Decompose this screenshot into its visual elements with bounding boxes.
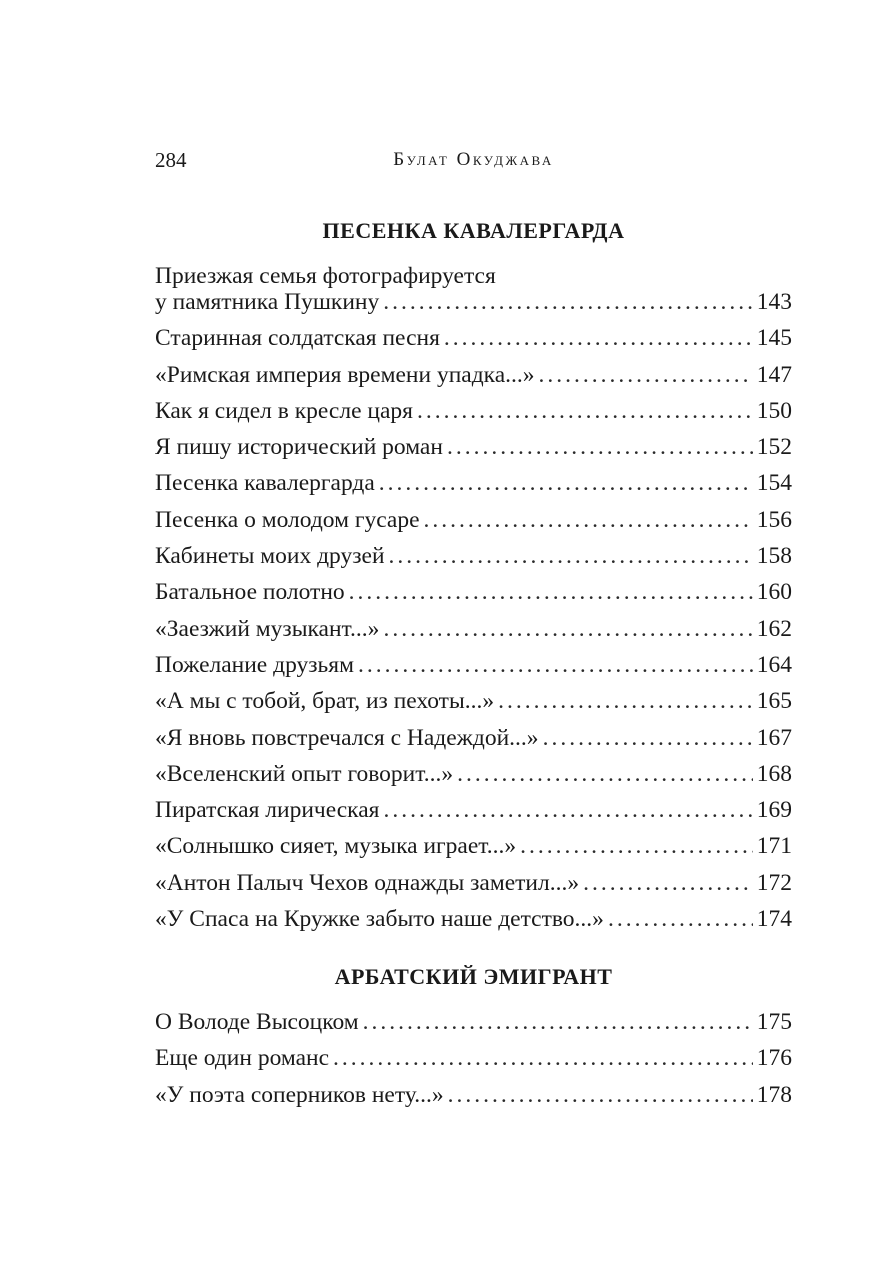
toc-entry-title: «Заезжий музыкант...» <box>155 615 380 642</box>
toc-entry-title: Я пишу исторический роман <box>155 434 443 461</box>
toc-entry-title: «У Спаса на Кружке забыто наше детство...» <box>155 906 604 933</box>
toc-entry-page: 168 <box>756 760 792 787</box>
toc-entry <box>155 434 792 460</box>
page-number: 284 <box>155 148 187 172</box>
toc-entry-title: «Солнышко сияет, музыка играет...» <box>155 833 517 860</box>
toc-entry <box>155 870 792 896</box>
toc-entry <box>155 761 792 787</box>
toc-entry-page: 178 <box>756 1081 792 1108</box>
toc-entry-page: 160 <box>756 579 792 606</box>
running-header <box>155 148 792 178</box>
toc-entry-page: 169 <box>756 797 792 824</box>
toc-entry-title: Батальное полотно <box>155 579 345 606</box>
toc-entry-page: 158 <box>756 543 792 570</box>
dot-leader <box>444 325 753 351</box>
running-title-author: Булат Окуджава <box>393 149 554 170</box>
dot-leader <box>358 652 753 678</box>
toc-entry <box>155 616 792 642</box>
toc-entry-page: 154 <box>756 470 792 497</box>
toc-entry <box>155 362 792 388</box>
toc-entry-page: 167 <box>756 724 792 751</box>
dot-leader <box>424 507 753 533</box>
toc-entry <box>155 1045 792 1071</box>
toc-entry <box>155 725 792 751</box>
toc-entry-title: Песенка кавалергарда <box>155 470 375 497</box>
toc-entry-title: «Римская империя времени упадка...» <box>155 361 535 388</box>
dot-leader <box>583 870 753 896</box>
toc-entry-page: 176 <box>756 1045 792 1072</box>
toc-entry-title: О Володе Высоцком <box>155 1009 359 1036</box>
toc-entry-title: Еще один романс <box>155 1045 330 1072</box>
toc-entry-title: «Вселенский опыт говорит...» <box>155 760 454 787</box>
toc-entry-page: 156 <box>756 506 792 533</box>
section-title: ПЕСЕНКА КАВАЛЕРГАРДА <box>322 218 625 243</box>
dot-leader <box>608 906 753 932</box>
toc-entry <box>155 1082 792 1108</box>
toc-entry <box>155 398 792 424</box>
toc-entry <box>155 688 792 714</box>
toc-entry <box>155 470 792 496</box>
dot-leader <box>389 543 753 569</box>
toc-entry <box>155 579 792 605</box>
toc-entry-page: 165 <box>756 688 792 715</box>
toc-entry-page: 145 <box>756 325 792 352</box>
toc-entry-page: 150 <box>756 397 792 424</box>
dot-leader <box>457 761 753 787</box>
dot-leader <box>448 1082 753 1108</box>
toc-entry-title: Пиратская лирическая <box>155 797 380 824</box>
dot-leader <box>363 1009 753 1035</box>
dot-leader <box>383 616 752 642</box>
dot-leader <box>383 797 752 823</box>
toc-entry-title: «У поэта соперников нету...» <box>155 1081 444 1108</box>
toc-entry-title: Кабинеты моих друзей <box>155 543 385 570</box>
toc-entry <box>155 263 792 315</box>
dot-leader <box>383 289 753 315</box>
dot-leader <box>539 362 753 388</box>
toc-entry-page: 171 <box>756 833 792 860</box>
dot-leader <box>543 725 753 751</box>
toc-entry <box>155 833 792 859</box>
toc-entry <box>155 507 792 533</box>
toc-entry <box>155 652 792 678</box>
toc-entry-title: Пожелание друзьям <box>155 651 354 678</box>
toc-section-pesenka-kavalergarda <box>155 218 792 932</box>
toc-entry-page: 172 <box>756 869 792 896</box>
toc-entry-page: 174 <box>756 906 792 933</box>
toc-entry-title: у памятника Пушкину <box>155 289 380 315</box>
toc-entry-page: 152 <box>756 434 792 461</box>
toc-entry-page: 175 <box>756 1009 792 1036</box>
toc-entry <box>155 797 792 823</box>
toc-entry-title-line1: Приезжая семья фотографируется <box>155 263 496 289</box>
toc-entry-list <box>155 1009 792 1108</box>
toc-entry <box>155 325 792 351</box>
dot-leader <box>520 833 753 859</box>
dot-leader <box>333 1045 753 1071</box>
toc-page <box>155 148 792 1118</box>
toc-entry <box>155 543 792 569</box>
dot-leader <box>417 398 753 424</box>
dot-leader <box>498 688 753 714</box>
toc-entry-page: 164 <box>756 651 792 678</box>
toc-entry-title: Песенка о молодом гусаре <box>155 506 420 533</box>
toc-entry-title: «Я вновь повстречался с Надеждой...» <box>155 724 539 751</box>
toc-entry-title: «Антон Палыч Чехов однажды заметил...» <box>155 869 580 896</box>
toc-entry <box>155 1009 792 1035</box>
toc-entry-title: «А мы с тобой, брат, из пехоты...» <box>155 688 495 715</box>
toc-entry-title: Как я сидел в кресле царя <box>155 397 413 424</box>
toc-entry-page: 147 <box>756 361 792 388</box>
toc-entry <box>155 906 792 932</box>
section-title: АРБАТСКИЙ ЭМИГРАНТ <box>334 964 613 990</box>
toc-section-arbatskiy-emigrant <box>155 964 792 1108</box>
toc-entry-title: Старинная солдатская песня <box>155 325 440 352</box>
dot-leader <box>447 434 753 460</box>
toc-entry-page: 162 <box>756 615 792 642</box>
toc-entry-page: 143 <box>756 289 792 315</box>
toc-entry-list <box>155 263 792 932</box>
dot-leader <box>379 470 753 496</box>
dot-leader <box>349 579 753 605</box>
